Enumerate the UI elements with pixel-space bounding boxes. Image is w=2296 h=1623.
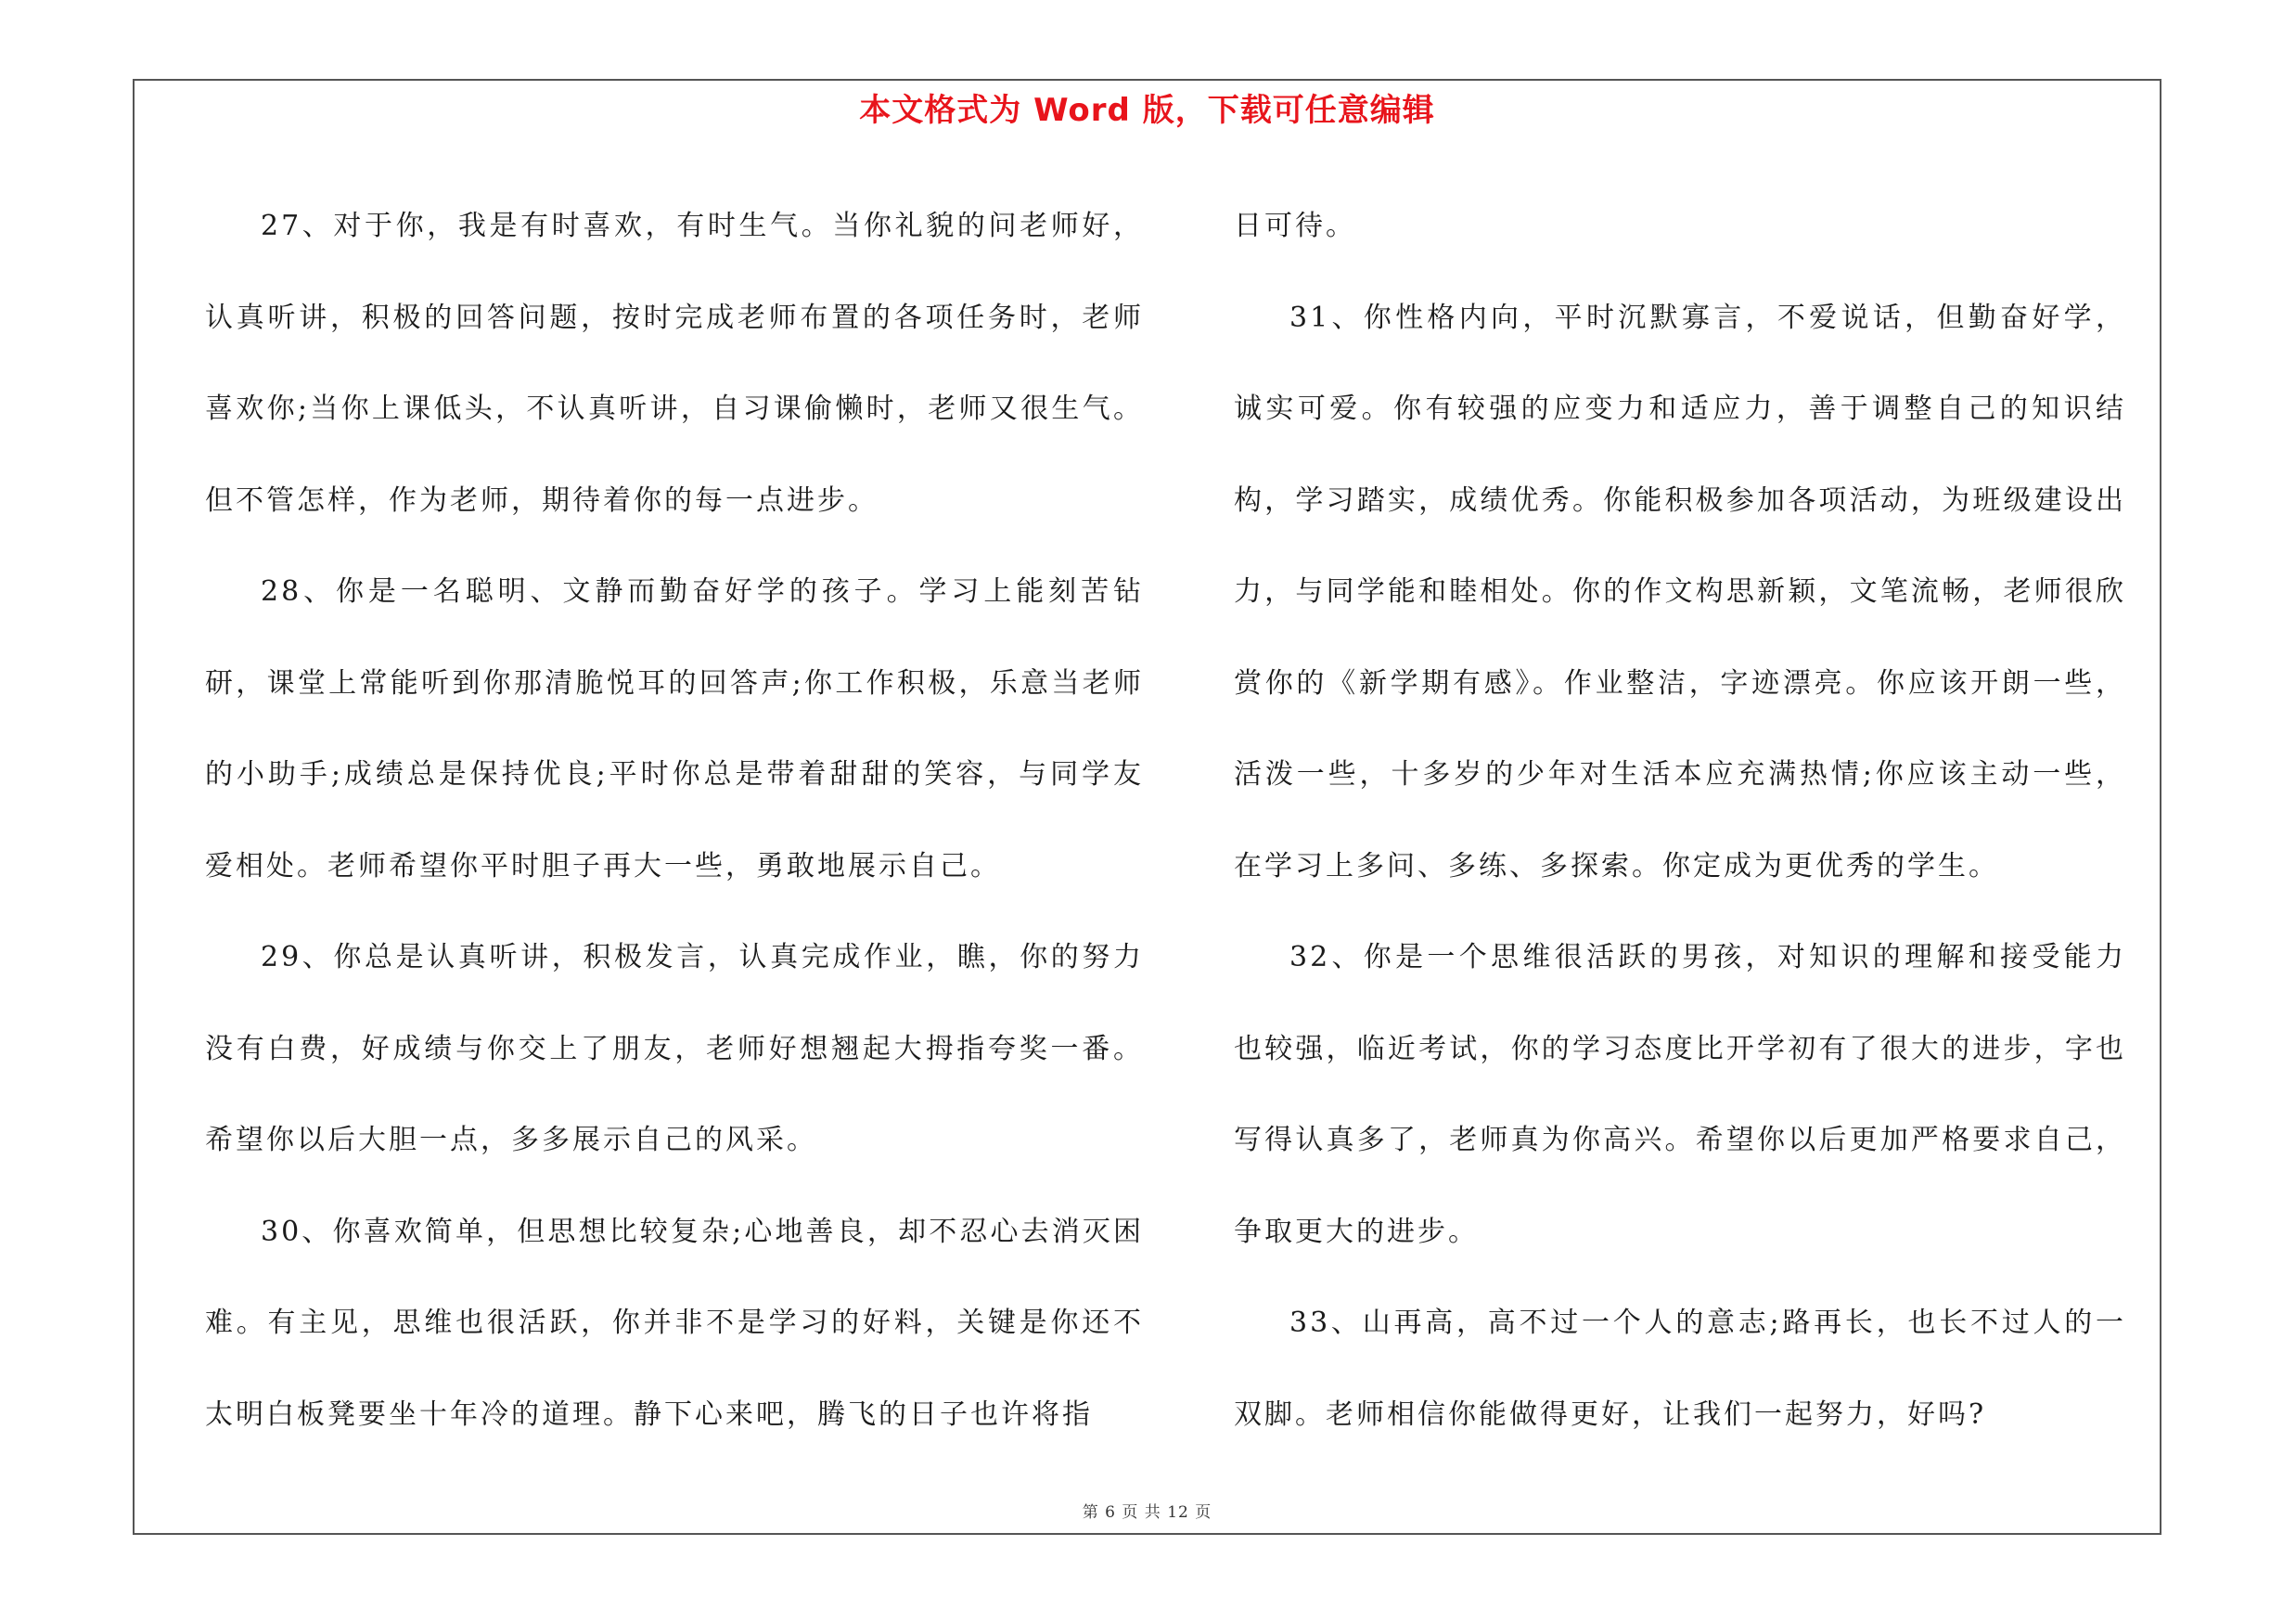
paragraph-29: 29、你总是认真听讲，积极发言，认真完成作业，瞧，你的努力没有白费，好成绩与你交上了朋友，老师好想翘起大拇指夸奖一番。希望你以后大胆一点，多多展示自己的风采。: [205, 941, 1144, 1156]
format-banner: 本文格式为 Word 版，下载可任意编辑: [859, 92, 1435, 129]
left-column: [205, 181, 1144, 1461]
page-frame: [133, 79, 2161, 1535]
paragraph-33: 33、山再高，高不过一个人的意志;路再长，也长不过人的一双脚。老师相信你能做得更好，让我们一起努力，好吗?: [1234, 1307, 2126, 1431]
paragraph-32: 32、你是一个思维很活跃的男孩，对知识的理解和接受能力也较强，临近考试，你的学习态度比开学初有了很大的进步，字也写得认真多了，老师真为你高兴。希望你以后更加严格要求自己，争取更大的进步。: [1234, 941, 2126, 1248]
paragraph-28: 28、你是一名聪明、文静而勤奋好学的孩子。学习上能刻苦钻研，课堂上常能听到你那清脆悦耳的回答声;你工作积极，乐意当老师的小助手;成绩总是保持优良;平时你总是带着甜甜的笑容，与同学友爱相处。老师希望你平时胆子再大一些，勇敢地展示自己。: [205, 575, 1144, 882]
paragraph-31: 31、你性格内向，平时沉默寡言，不爱说话，但勤奋好学，诚实可爱。你有较强的应变力和适应力，善于调整自己的知识结构，学习踏实，成绩优秀。你能积极参加各项活动，为班级建设出力，与同学能和睦相处。你的作文构思新颖，文笔流畅，老师很欣赏你的《新学期有感》。作业整洁，字迹漂亮。你应该开朗一些，活泼一些，十多岁的少年对生活本应充满热情;你应该主动一些，在学习上多问、多练、多探索。你定成为更优秀的学生。: [1234, 301, 2126, 882]
paragraph-27: 27、对于你，我是有时喜欢，有时生气。当你礼貌的问老师好，认真听讲，积极的回答问题，按时完成老师布置的各项任务时，老师喜欢你;当你上课低头，不认真听讲，自习课偷懒时，老师又很生气。但不管怎样，作为老师，期待着你的每一点进步。: [205, 210, 1144, 517]
paragraph-30: 30、你喜欢简单，但思想比较复杂;心地善良，却不忍心去消灭困难。有主见，思维也很活跃，你并非不是学习的好料，关键是你还不太明白板凳要坐十年冷的道理。静下心来吧，腾飞的日子也许将指: [205, 1215, 1144, 1431]
paragraph-30-continuation: 日可待。: [1234, 210, 1356, 242]
right-column: [1234, 181, 2126, 1461]
page-number: 第 6 页 共 12 页: [1082, 1503, 1212, 1522]
